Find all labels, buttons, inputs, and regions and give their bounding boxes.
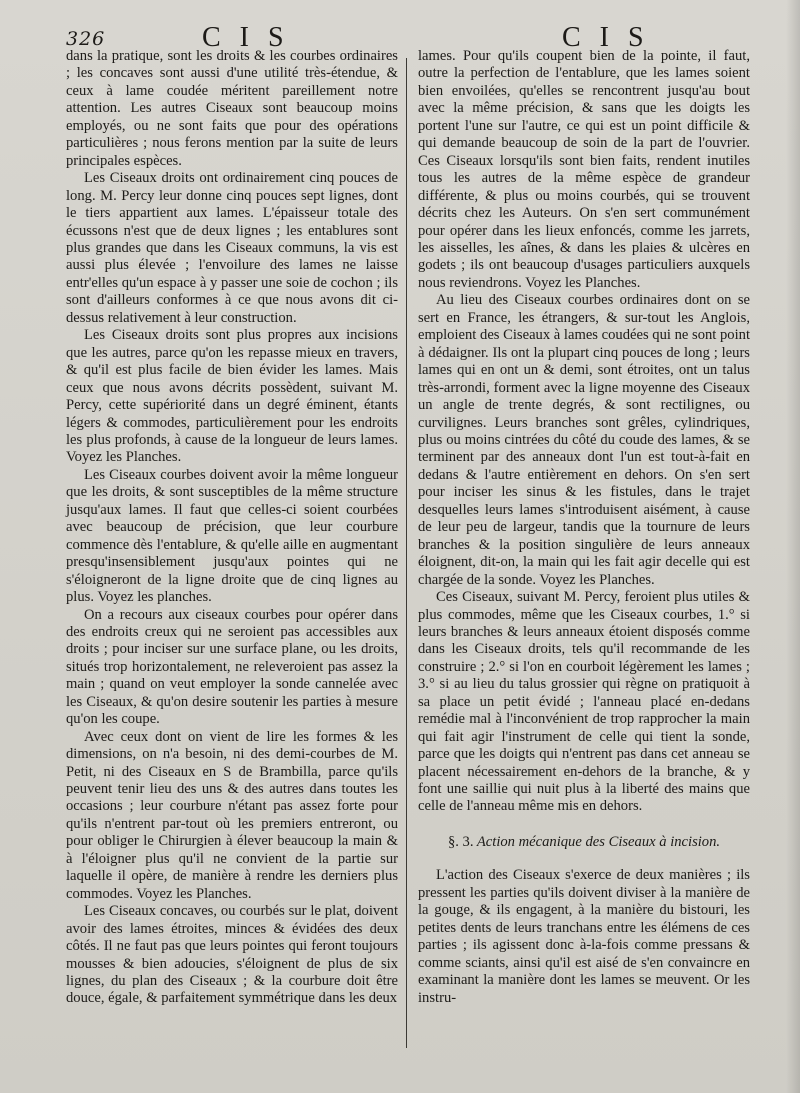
paragraph: dans la pratique, sont les droits & les courbes ordinaires ; les concaves sont aussi d'une utilité très-étendue, & ceux à lame coudée méritent pareillement notre attention. Les autres Ciseaux sont beaucoup moins employés, ou ne sont faits que pour des opérations particulières ; nous ferons mention par la suite de leurs principales espèces.	[66, 48, 398, 169]
paragraph: L'action des Ciseaux s'exerce de deux manières ; ils pressent les parties qu'ils doivent diviser à la manière de la gouge, & ils engagent, à la manière du bistouri, les petites dents de leurs tranchans entre les élémens de ces parties ; ils agissent donc à-la-fois comme pressans & comme sciants, ainsi qu'il est aisé de s'en convaincre en examinant la manière dont les lames se meuvent. Or les instru-	[418, 867, 750, 1006]
page-number: 326	[66, 28, 106, 50]
running-head-left: C I S	[202, 22, 290, 53]
right-column	[418, 48, 750, 1007]
column-divider	[406, 58, 407, 1048]
running-head-right: C I S	[562, 22, 650, 53]
paragraph: Les Ciseaux droits sont plus propres aux incisions que les autres, parce qu'on les repasse mieux en travers, & qu'il est plus facile de bien évider les lames. Mais ceux que nous avons décrits possèdent, suivant M. Percy, cette supériorité dans un degré éminent, étants légers & commodes, particulièrement pour les endroits les plus profonds, à cause de la longueur de leurs lames. Voyez les Planches.	[66, 327, 398, 466]
page-edge-shadow	[786, 0, 800, 1093]
left-column	[66, 48, 398, 1008]
section-heading	[418, 834, 750, 851]
section-title: Action mécanique des Ciseaux à incision.	[476, 833, 721, 850]
section-number: §. 3.	[447, 833, 474, 850]
paragraph: Les Ciseaux courbes doivent avoir la même longueur que les droits, & sont susceptibles de la même structure jusqu'aux lames. Il faut que celles-ci soient courbées avec beaucoup de précision, que leur courbure commence dès l'entablure, & qu'elle aille en augmentant presqu'insensiblement jusqu'aux pointes qui ne s'éloigneront de la ligne droite que de cinq lignes au plus. Voyez les planches.	[66, 466, 398, 606]
paragraph: lames. Pour qu'ils coupent bien de la pointe, il faut, outre la perfection de l'entablure, que les lames soient bien envoilées, qu'elles se rencontrent jusqu'au bout avec la même précision, & sans que les doigts les portent l'une sur l'autre, ce qui est un point difficile & qui demande beaucoup de soin de la part de l'ouvrier. Ces Ciseaux lorsqu'ils sont bien faits, rendent inutiles tous les autres de la même espèce de grandeur différente, & plus ou moins courbés, qui se trouvent décrits chez les Auteurs. On s'en sert communément pour opérer dans les lieux enfoncés, comme les jarrets, les aisselles, les aînes, & dans les plaies & ulcères en godets ; ils ont beaucoup d'usages particuliers auxquels nous reviendrons. Voyez les Planches.	[418, 48, 750, 291]
paragraph: On a recours aux ciseaux courbes pour opérer dans des endroits creux qui ne seroient pas accessibles aux droits ; pour inciser sur une surface plane, ou les droits, situés trop horizontalement, ne releveroient pas assez la main ; quand on veut employer la sonde cannelée avec les Ciseaux, & qu'on desire soutenir les parties à mesure qu'on les coupe.	[66, 606, 398, 728]
paragraph: Les Ciseaux concaves, ou courbés sur le plat, doivent avoir des lames étroites, minces & évidées des deux côtés. Il ne faut pas que leurs pointes qui feront toujours mousses & bien adoucies, s'éloignent de plus de six lignes, du plan des Ciseaux ; & la courbure doit être douce, égale, & parfaitement symmétrique dans les deux	[66, 903, 398, 1007]
paragraph: Au lieu des Ciseaux courbes ordinaires dont on se sert en France, les étrangers, & sur-tout les Anglois, emploient des Ciseaux à lames coudées qui ne sont point à dédaigner. Ils ont la plupart cinq pouces de long ; leurs lames qui en ont un & demi, sont étroites, ont un talus très-arrondi, forment avec la ligne moyenne des Ciseaux un angle de trente degrés, & sont rectilignes, ou curvilignes. Leurs branches sont grêles, cylindriques, plus ou moins cintrées du côté du coude des lames, & se terminent par des anneaux dont l'un est tout-à-fait en dedans & l'autre entièrement en dehors. On s'en sert pour inciser les sinus & les fistules, dans le trajet desquelles leurs lames s'introduisent aisément, à cause de leur peu de largeur, tandis que la tournure de leurs branches & la position singulière de leurs anneaux éloignent, dit-on, la main qui les fait agir decelle qui est chargée de la sonde. Voyez les Planches.	[418, 292, 750, 588]
paragraph: Ces Ciseaux, suivant M. Percy, feroient plus utiles & plus commodes, même que les Ciseaux courbes, 1.° si leurs branches & leurs anneaux étoient disposés comme dans les Ciseaux droits, tels qu'il recommande de les construire ; 2.° si l'on en courboit légèrement les lames ; 3.° si au lieu du talus grossier qui règne on pratiquoit à sa place un petit évidé ; l'anneau placé en-dedans remédie mal à l'inconvénient de trop rapprocher la main qui fait agir l'instrument de celle qui tient la sonde, parce que les doigts qui n'entrent pas dans cet anneau se placent nécessairement en-dehors de la branche, & y font une saillie qui nuit plus à la liberté des mains que celle de l'anneau même mis en dehors.	[418, 589, 750, 815]
paragraph: Les Ciseaux droits ont ordinairement cinq pouces de long. M. Percy leur donne cinq pouces sept lignes, dont le tiers appartient aux lames. L'épaisseur totale des écussons n'est que de deux lignes ; les entablures sont plus grandes que dans les Ciseaux communs, la vis est aussi plus élevée ; l'envoilure des lames ne laisse entr'elles qu'un espace à y passer une soie de cochon ; ils sont d'ailleurs conformes à ce que nous avons dit ci-dessus relativement à leur construction.	[66, 170, 398, 326]
paragraph: Avec ceux dont on vient de lire les formes & les dimensions, on n'a besoin, ni des demi-courbes de M. Petit, ni des Ciseaux en S de Brambilla, parce qu'ils peuvent tenir lieu des uns & des autres dans toutes les occasions ; leur courbure n'étant pas assez forte pour qu'ils n'entrent par-tout où les premiers entreront, ou pour obliger le Chirurgien à élever beaucoup la main & à l'éloigner plus qu'il ne convient de la partie sur laquelle il opère, de manière à rendre les derniers plus commodes. Voyez les Planches.	[66, 728, 398, 902]
